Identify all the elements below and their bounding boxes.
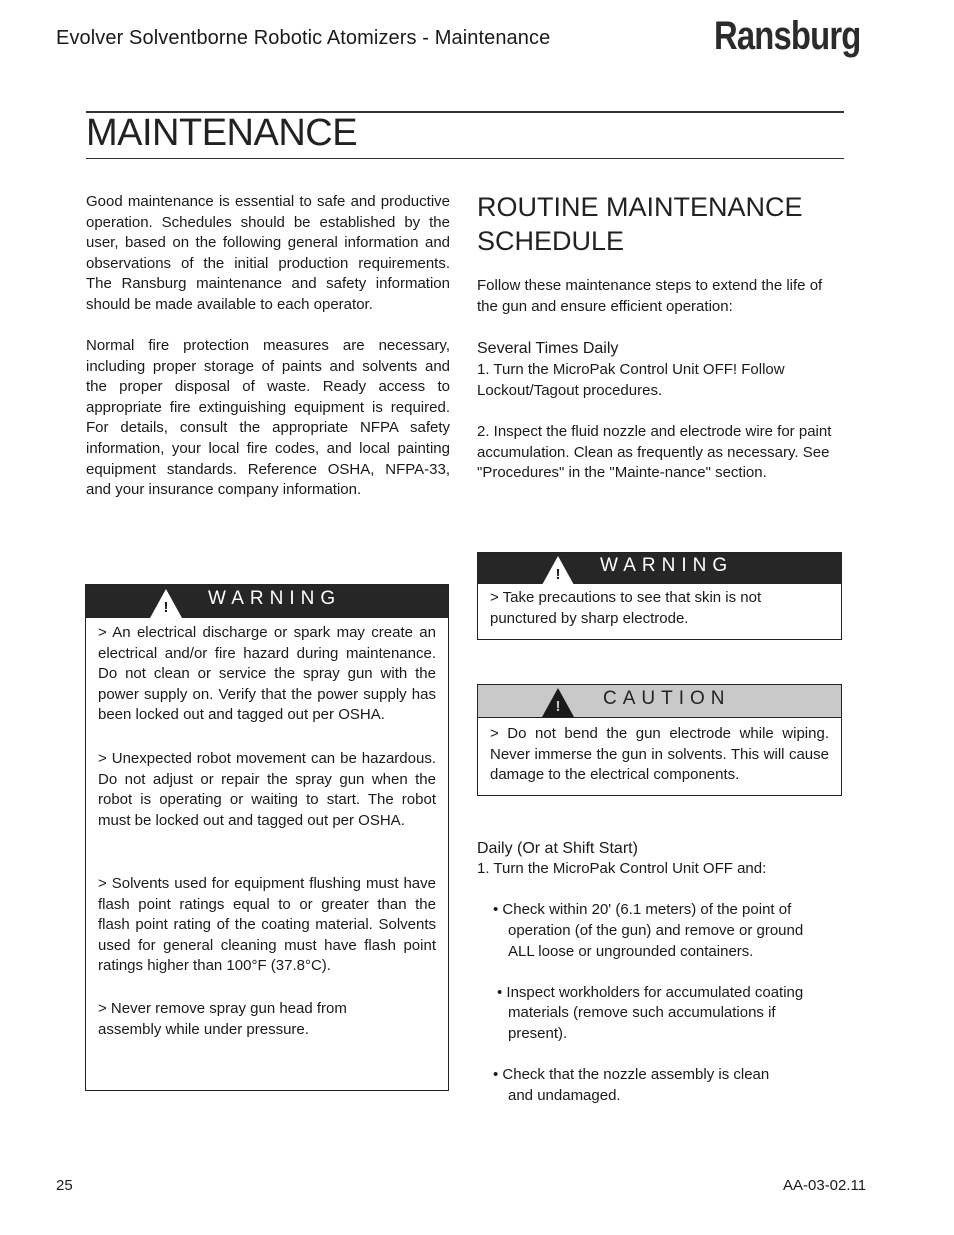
document-code: AA-03-02.11: [783, 1177, 867, 1194]
daily-bullet-2-line-1: • Inspect workholders for accumulated coating: [497, 984, 804, 1001]
fire-protection-paragraph: Normal fire protection measures are necessary, including proper storage of paints and solvents and the proper disposal of waste. Ready access to appropriate fire extinguishing equipment is required. For details, consult the appropriate NFPA safety information, your local fire codes, and local painting equipment standards. Reference OSHA, NFPA-33, and your insurance company information.: [86, 337, 450, 499]
warning-header: ! WARNING: [478, 553, 841, 584]
caution-item: > Do not bend the gun electrode while wiping. Never immerse the gun in solvents. This will cause damage to the electrical components.: [490, 725, 829, 784]
page-number: 25: [56, 1177, 73, 1194]
page-title: MAINTENANCE: [86, 112, 358, 154]
several-times-daily-step-2: 2. Inspect the fluid nozzle and electrode wire for paint accumulation. Clean as frequently as necessary. See "Procedures" in the "Mainte-nance" section.: [477, 423, 832, 482]
daily-bullet-1-line-1: • Check within 20' (6.1 meters) of the point of: [493, 901, 792, 918]
section-heading: ROUTINE MAINTENANCE SCHEDULE: [477, 192, 803, 256]
warning-box-electrical: [85, 584, 449, 1091]
warning-item: > Never remove spray gun head from assembly while under pressure.: [98, 1000, 347, 1038]
daily-bullet-3-line-2: and undamaged.: [508, 1087, 621, 1104]
daily-bullet-2-line-3: present).: [508, 1025, 568, 1042]
several-times-daily-heading: Several Times Daily: [477, 340, 619, 357]
caution-box: [477, 684, 842, 796]
caution-header: ! CAUTION: [478, 685, 841, 718]
caution-label: CAUTION: [603, 688, 731, 709]
daily-heading: Daily (Or at Shift Start): [477, 840, 638, 857]
intro-paragraph: Good maintenance is essential to safe and productive operation. Schedules should be established by the user, based on the following general information and observations of the initial production requirements. The Ransburg maintenance and safety information should be made available to each operator.: [86, 193, 450, 313]
running-header-title: Evolver Solventborne Robotic Atomizers - Maintenance: [56, 27, 551, 49]
warning-item: > An electrical discharge or spark may create an electrical and/or fire hazard during maintenance. Do not clean or service the spray gun with the power supply on. Verify that the power supply has been locked out and tagged out per OSHA.: [98, 624, 436, 724]
warning-header: ! WARNING: [86, 585, 448, 618]
warning-box-electrode: [477, 552, 842, 640]
daily-bullet-2-line-2: materials (remove such accumulations if: [508, 1004, 776, 1021]
warning-item: > Take precautions to see that skin is not punctured by sharp electrode.: [490, 589, 762, 627]
ransburg-logo: Ransburg: [714, 14, 861, 58]
schedule-intro: Follow these maintenance steps to extend the life of the gun and ensure efficient operation:: [477, 277, 823, 315]
several-times-daily-step-1: 1. Turn the MicroPak Control Unit OFF! Follow Lockout/Tagout procedures.: [477, 361, 785, 399]
title-rule-bottom: [86, 158, 844, 159]
warning-item: > Unexpected robot movement can be hazardous. Do not adjust or repair the spray gun when the robot is operating or waiting to start. The robot must be locked out and tagged out per OSHA.: [98, 750, 436, 829]
daily-bullet-3-line-1: • Check that the nozzle assembly is clean: [493, 1066, 770, 1083]
daily-bullet-1-line-2: operation (of the gun) and remove or ground: [508, 922, 804, 939]
daily-bullet-1-line-3: ALL loose or ungrounded containers.: [508, 943, 754, 960]
daily-step-1: 1. Turn the MicroPak Control Unit OFF and:: [477, 860, 767, 877]
warning-item: > Solvents used for equipment flushing must have flash point ratings equal to or greater than the flash point rating of the coating material. Solvents used for general cleaning must have flash point ratings higher than 100°F (37.8°C).: [98, 875, 436, 975]
warning-label: WARNING: [600, 555, 734, 576]
warning-label: WARNING: [208, 588, 342, 609]
